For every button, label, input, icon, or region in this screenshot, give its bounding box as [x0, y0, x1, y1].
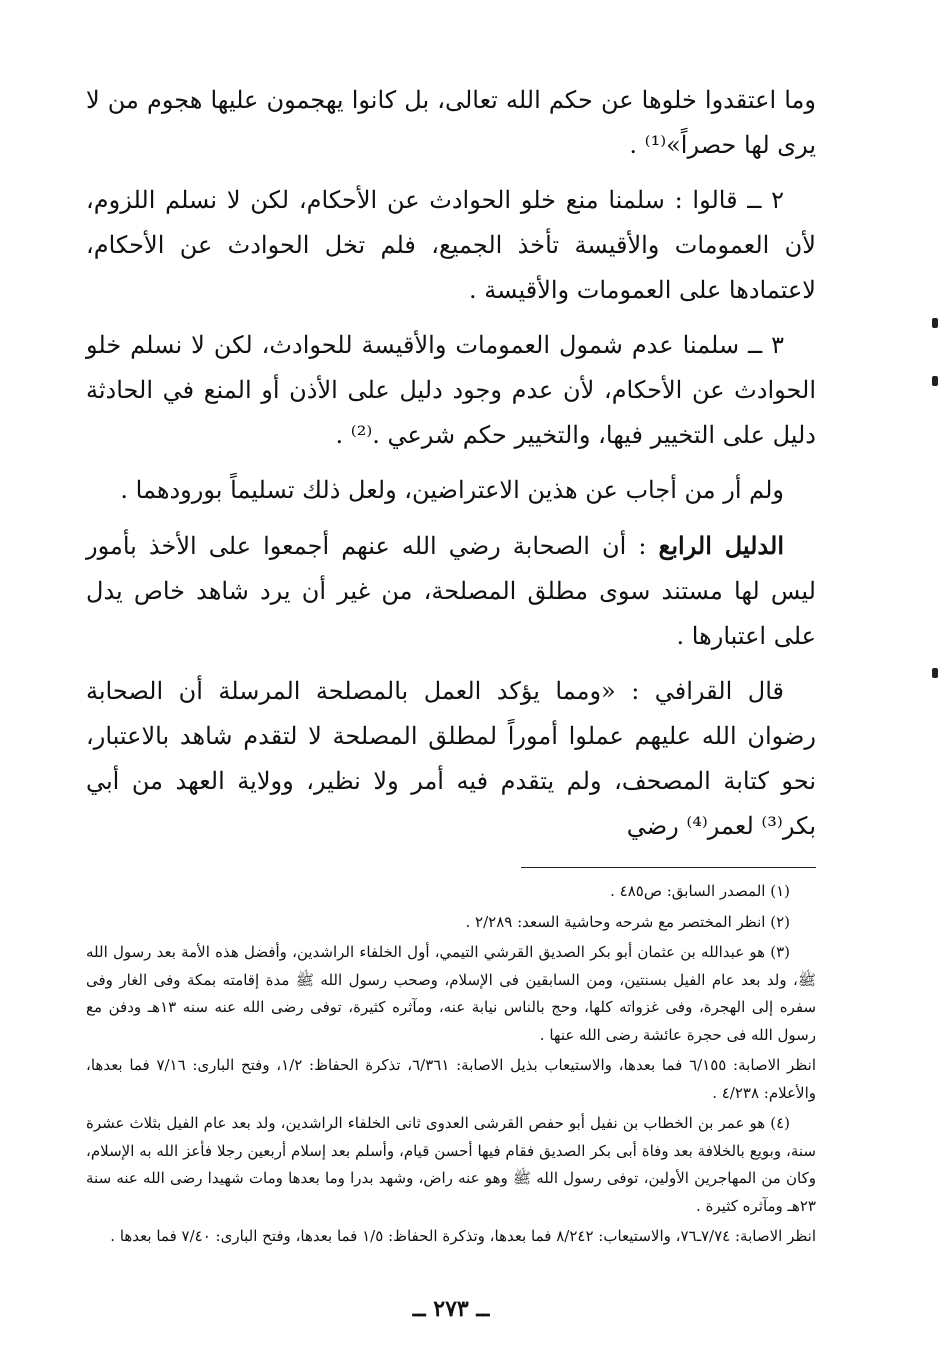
footnote-4-sources: انظر الاصابة: ٧/٧٤ـ٧٦، والاستيعاب: ٨/٢٤٢ فما بعدها، وتذكرة الحفاظ: ١/٥ فما بعدها، وفتح البارى: ٧/٤٠ فما بعدها . [110, 1227, 816, 1245]
margin-mark [932, 376, 938, 386]
paragraph-evidence [86, 523, 816, 659]
margin-mark [932, 318, 938, 328]
paragraph-4: ولم أر من أجاب عن هذين الاعتراضين، ولعل ذلك تسليماً بورودهما . [120, 476, 784, 504]
evidence-heading: الدليل الرابع [658, 531, 784, 560]
footnote-2: (٢) انظر المختصر مع شرحه وحاشية السعد: ٢/٢٨٩ . [465, 912, 790, 931]
footnote-3-sources: انظر الاصابة: ٦/١٥٥ فما بعدها، والاستيعاب بذيل الاصابة: ٦/٣٦١، تذكرة الحفاظ: ١/٢، وفتح البارى: ٧/١٦ فما بعدها، والأعلام: ٤/٢٣٨ . [86, 1056, 816, 1102]
page-number: ــ ٢٧٣ ــ [412, 1296, 490, 1322]
margin-mark [932, 668, 938, 678]
footnote-divider [521, 867, 816, 868]
paragraph-3: ٣ ــ سلمنا عدم شمول العمومات والأقيسة للحوادث، لكن لا نسلم خلو الحوادث عن الأحكام، لأن عدم وجود دليل على الأذن أو المنع في الحادثة دليل على التخيير فيها، والتخيير حكم شرعي .⁽²⁾ . [86, 331, 816, 449]
book-page [86, 78, 817, 1322]
footnote-1: (١) المصدر السابق: ص٤٨٥ . [610, 882, 790, 900]
footnote-3: (٣) هو عبدالله بن عثمان أبو بكر الصديق القرشي التيمي، أول الخلفاء الراشدين، وأفضل هذه الأمة بعد رسول الله ﷺ، ولد بعد عام الفيل بسنتين، ومن السابقين فى الإسلام، وصحب رسول الله ﷺ مدة إقامته بمكة وفى الغار وفى سفره إلى الهجرة، وفى غزواته كلها، وحج بالناس نيابة عنه، ومآثره كثيرة، توفى رضى الله عنه سنه ١٣هـ ودفن مع رسول الله فى حجرة عائشة رضى الله عنها . [86, 943, 817, 1044]
paragraph-quote: قال القرافي : «ومما يؤكد العمل بالمصلحة المرسلة أن الصحابة رضوان الله عليهم عملوا أموراً لمطلق المصلحة لا لتقدم شاهد بالاعتبار، نحو كتابة المصحف، ولم يتقدم فيه أمر ولا نظير، وولاية العهد من أبي بكر⁽³⁾ لعمر⁽⁴⁾ رضي [86, 677, 816, 840]
footnote-4: (٤) هو عمر بن الخطاب بن نفيل أبو حفص القرشى العدوى ثانى الخلفاء الراشدين، ولد بعد عام الفيل بثلاث عشرة سنة، وبويع بالخلافة بعد وفاة أبى بكر الصديق فقام فيها أحسن قيام، وأسلم بعد إسلام أربعين رجلا فأعز الله به الإسلام، وكان من المهاجرين الأولين، توفى رسول الله ﷺ وهو عنه راض، وشهد بدرا وما بعدها ومات شهيدا رضى الله عنه سنة ٢٣هـ ومآثره كثيرة . [86, 1114, 816, 1215]
footnotes [86, 878, 816, 1251]
paragraph-1: وما اعتقدوا خلوها عن حكم الله تعالى، بل كانوا يهجمون عليها هجوم من لا يرى لها حصراً»⁽¹⁾ . [86, 86, 816, 159]
main-text [86, 78, 816, 849]
evidence-text: : أن الصحابة رضي الله عنهم أجمعوا على الأخذ بأمور ليس لها مستند سوى مطلق المصلحة، من غير أن يرد شاهد خاص يدل على اعتبارها . [86, 532, 816, 650]
paragraph-2: ٢ ــ قالوا : سلمنا منع خلو الحوادث عن الأحكام، لكن لا نسلم اللزوم، لأن العمومات والأقيسة تأخذ الجميع، فلم تخل الحوادث عن الأحكام، لاعتمادها على العمومات والأقيسة . [86, 186, 816, 304]
